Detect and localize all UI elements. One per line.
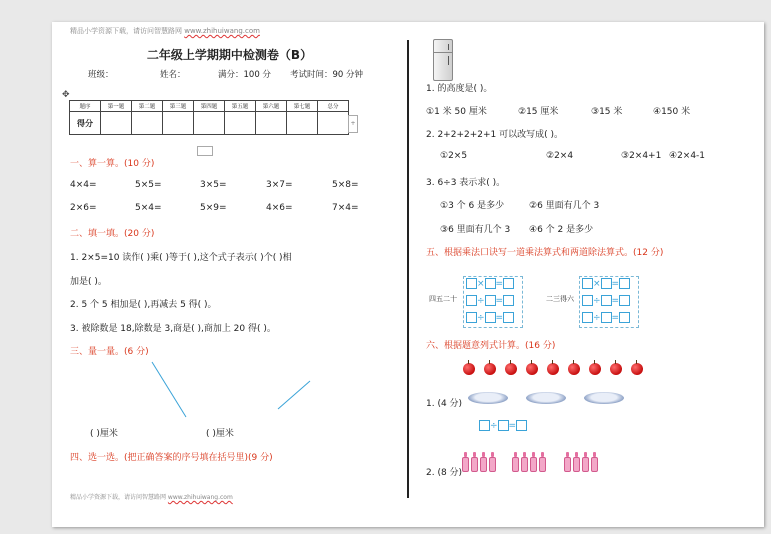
- q3-option: ②6 里面有几个 3: [529, 201, 600, 211]
- answer-box[interactable]: [485, 278, 496, 289]
- section-4-title: 四、选一选。(把正确答案的序号填在括号里)(9 分): [70, 453, 273, 463]
- bottle-icon: [489, 452, 496, 472]
- header-url[interactable]: www.zhihuiwang.com: [184, 27, 260, 35]
- q2-option: ④2×4-1: [669, 151, 706, 161]
- apple-icon: [526, 363, 538, 375]
- score-cell[interactable]: [318, 112, 349, 135]
- q3-option: ③6 里面有几个 3: [440, 225, 511, 235]
- score-row-label: 得分: [70, 112, 101, 135]
- calc-item: 2×6=: [70, 203, 97, 213]
- answer-box[interactable]: [485, 295, 496, 306]
- answer-box[interactable]: [582, 312, 593, 323]
- answer-box[interactable]: [516, 420, 527, 431]
- calc-item: 3×7=: [266, 180, 293, 190]
- bottle-icon: [480, 452, 487, 472]
- class-label: 班级：: [88, 70, 114, 80]
- score-cell[interactable]: [194, 112, 225, 135]
- answer-box[interactable]: [601, 312, 612, 323]
- bottle-icon: [471, 452, 478, 472]
- sub-question-1: 1. (4 分): [426, 399, 463, 409]
- score-table: [69, 100, 349, 135]
- answer-box[interactable]: [619, 278, 630, 289]
- q1-option: ②15 厘米: [518, 107, 559, 117]
- division-row: ÷ =: [582, 312, 630, 323]
- answer-box[interactable]: [485, 312, 496, 323]
- bottle-icon: [591, 452, 598, 472]
- exam-time-label: 考试时间：90 分钟: [290, 70, 364, 80]
- bottle-icon: [530, 452, 537, 472]
- score-table-header: 第一题: [101, 101, 132, 112]
- score-cell[interactable]: [287, 112, 318, 135]
- header-text: 精品小学资源下载，请访问智慧路网: [70, 27, 185, 35]
- table-resize-handle[interactable]: [197, 146, 213, 156]
- calc-item: 4×6=: [266, 203, 293, 213]
- plate-icon: [526, 392, 566, 404]
- q2-option: ②2×4: [546, 151, 574, 161]
- measure-line-2: [278, 381, 310, 409]
- calc-item: 5×4=: [135, 203, 162, 213]
- score-table-header: 第六题: [256, 101, 287, 112]
- score-cell[interactable]: [132, 112, 163, 135]
- measure-blank-1: ( )厘米: [90, 429, 118, 439]
- answer-box[interactable]: [582, 295, 593, 306]
- plate-icon: [468, 392, 508, 404]
- bottle-icon: [582, 452, 589, 472]
- bottle-icon: [573, 452, 580, 472]
- answer-box[interactable]: [503, 295, 514, 306]
- section-3-title: 三、量一量。(6 分): [70, 347, 149, 357]
- answer-box[interactable]: [466, 312, 477, 323]
- exam-page: [52, 22, 764, 527]
- answer-box[interactable]: [466, 295, 477, 306]
- calc-item: 4×4=: [70, 180, 97, 190]
- q1-option: ①1 米 50 厘米: [426, 107, 487, 117]
- score-cell[interactable]: [163, 112, 194, 135]
- answer-box[interactable]: [619, 312, 630, 323]
- score-table-header: 第三题: [163, 101, 194, 112]
- bottle-icon: [521, 452, 528, 472]
- division-row: ÷ =: [479, 420, 527, 431]
- page-footer: [70, 492, 233, 501]
- fill-question-1-cont: 加是( )。: [70, 277, 107, 287]
- q1-option: ③15 米: [591, 107, 623, 117]
- calc-item: 5×9=: [200, 203, 227, 213]
- section-5-title: 五、根据乘法口诀写一道乘法算式和两道除法算式。(12 分): [426, 248, 664, 258]
- score-table-header: 第二题: [132, 101, 163, 112]
- rhyme-label-2: 二三得六: [546, 295, 574, 303]
- answer-box[interactable]: [503, 278, 514, 289]
- measure-line-1: [152, 362, 186, 417]
- footer-url[interactable]: www.zhihuiwang.com: [167, 494, 233, 501]
- score-table-score-row: [70, 112, 349, 135]
- fill-question-2: 2. 5 个 5 相加是( ),再减去 5 得( )。: [70, 300, 217, 310]
- apple-icon: [568, 363, 580, 375]
- section-6-title: 六、根据题意列式计算。(16 分): [426, 341, 556, 351]
- section-1-title: 一、算一算。(10 分): [70, 159, 155, 169]
- page-header: [70, 26, 260, 36]
- full-score-label: 满分：100 分: [218, 70, 271, 80]
- score-cell[interactable]: [101, 112, 132, 135]
- division-row: ÷ =: [466, 295, 514, 306]
- column-divider: [407, 40, 409, 498]
- q3-option: ①3 个 6 是多少: [440, 201, 505, 211]
- answer-box[interactable]: [601, 295, 612, 306]
- apple-icon: [547, 363, 559, 375]
- apple-icon: [463, 363, 475, 375]
- apple-icon: [505, 363, 517, 375]
- apple-icon: [484, 363, 496, 375]
- plate-icon: [584, 392, 624, 404]
- sub-question-2: 2. (8 分): [426, 468, 463, 478]
- name-label: 姓名：: [160, 70, 186, 80]
- q1-option: ④150 米: [653, 107, 691, 117]
- multiplication-row: × =: [466, 278, 514, 289]
- bottle-icon: [512, 452, 519, 472]
- table-add-column-button[interactable]: +: [348, 115, 358, 133]
- choice-question-1: 1. 的高度是( )。: [426, 84, 493, 94]
- apple-icon: [610, 363, 622, 375]
- q2-option: ①2×5: [440, 151, 468, 161]
- division-row: ÷ =: [582, 295, 630, 306]
- calc-item: 7×4=: [332, 203, 359, 213]
- division-row: ÷ =: [466, 312, 514, 323]
- answer-box[interactable]: [601, 278, 612, 289]
- q3-option: ④6 个 2 是多少: [529, 225, 594, 235]
- footer-text: 精品小学资源下载，请访问智慧路网: [70, 494, 168, 501]
- measure-blank-2: ( )厘米: [206, 429, 234, 439]
- score-cell[interactable]: [256, 112, 287, 135]
- calc-item: 5×5=: [135, 180, 162, 190]
- rhyme-label-1: 四五二十: [429, 295, 457, 303]
- score-table-header: 题序: [70, 101, 101, 112]
- score-table-header: 第七题: [287, 101, 318, 112]
- score-table-header-row: [70, 101, 349, 112]
- answer-box[interactable]: [498, 420, 509, 431]
- score-table-header: 第五题: [225, 101, 256, 112]
- fill-question-1: 1. 2×5=10 读作( )乘( )等于( ),这个式子表示( )个( )相: [70, 253, 292, 263]
- answer-box[interactable]: [466, 278, 477, 289]
- multiplication-row: × =: [582, 278, 630, 289]
- fill-question-3: 3. 被除数是 18,除数是 3,商是( ),商加上 20 得( )。: [70, 324, 276, 334]
- score-table-header: 第四题: [194, 101, 225, 112]
- q2-option: ③2×4+1: [621, 151, 662, 161]
- answer-box[interactable]: [503, 312, 514, 323]
- measure-lines: [142, 357, 322, 422]
- bottle-icon: [462, 452, 469, 472]
- answer-box[interactable]: [479, 420, 490, 431]
- calc-item: 3×5=: [200, 180, 227, 190]
- bottle-icon: [539, 452, 546, 472]
- apple-icon: [589, 363, 601, 375]
- calc-item: 5×8=: [332, 180, 359, 190]
- section-2-title: 二、填一填。(20 分): [70, 229, 155, 239]
- score-cell[interactable]: [225, 112, 256, 135]
- bottle-icon: [564, 452, 571, 472]
- answer-box[interactable]: [619, 295, 630, 306]
- score-table-header: 总分: [318, 101, 349, 112]
- apple-icon: [631, 363, 643, 375]
- page-title: 二年级上学期期中检测卷（B）: [146, 48, 313, 62]
- choice-question-3: 3. 6÷3 表示求( )。: [426, 178, 506, 188]
- choice-question-2: 2. 2+2+2+2+1 可以改写成( )。: [426, 130, 563, 140]
- table-move-handle-icon[interactable]: ✥: [62, 90, 70, 100]
- answer-box[interactable]: [582, 278, 593, 289]
- fridge-image: [433, 39, 453, 81]
